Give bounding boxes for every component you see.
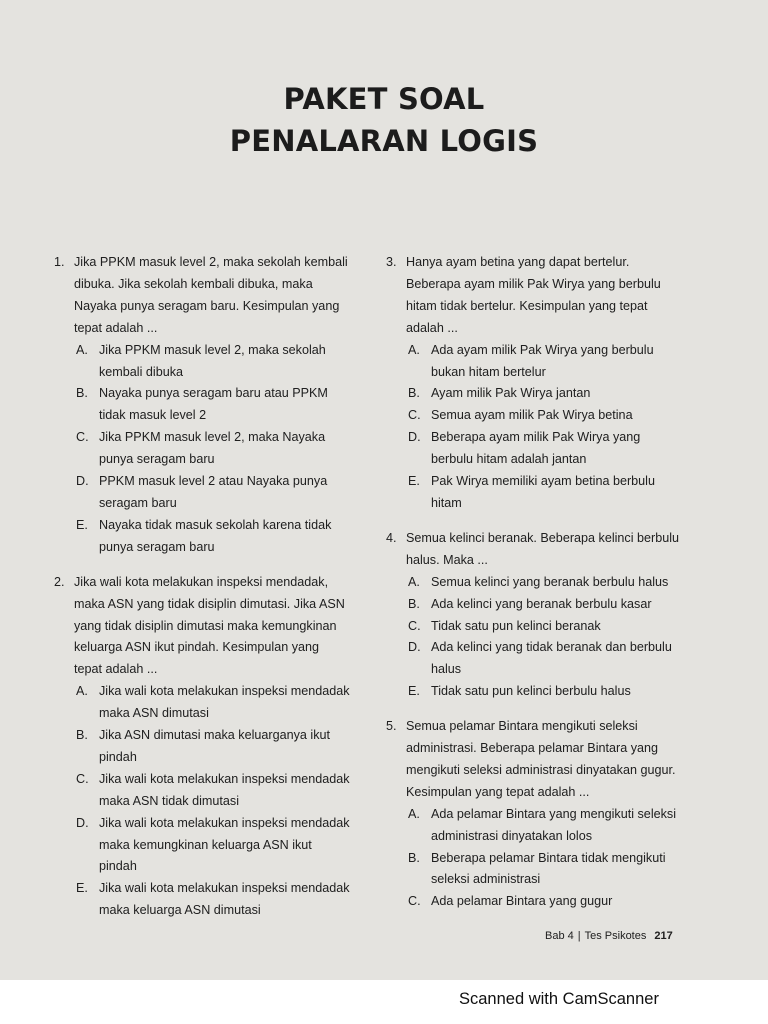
option-d	[74, 813, 350, 879]
option-text: Semua ayam milik Pak Wirya betina	[431, 408, 633, 423]
question-number: 5.	[386, 719, 397, 734]
option-d	[74, 471, 350, 515]
question-stem: Hanya ayam betina yang dapat bertelur. Beberapa ayam milik Pak Wirya yang berbulu hitam tidak bertelur. Kesimpulan yang tepat adalah ...	[406, 255, 661, 335]
option-letter: B.	[76, 728, 88, 743]
option-text: Ayam milik Pak Wirya jantan	[431, 386, 591, 401]
footer-separator: |	[577, 930, 581, 942]
page-title-line-2: PENALARAN LOGIS	[229, 124, 539, 158]
option-c	[406, 891, 682, 913]
option-letter: E.	[408, 474, 420, 489]
option-letter: D.	[408, 640, 421, 655]
option-text: PPKM masuk level 2 atau Nayaka punya seragam baru	[99, 474, 328, 510]
option-letter: B.	[408, 596, 420, 611]
question-number: 4.	[386, 530, 397, 545]
option-letter: D.	[76, 474, 89, 489]
option-a	[406, 804, 682, 848]
left-column	[54, 252, 350, 935]
page-title-line-1: PAKET SOAL	[283, 82, 485, 116]
option-letter: C.	[76, 771, 89, 786]
option-text: Ada ayam milik Pak Wirya yang berbulu bukan hitam bertelur	[431, 342, 654, 379]
option-a	[74, 340, 350, 384]
question-stem: Jika wali kota melakukan inspeksi mendadak, maka ASN yang tidak disiplin dimutasi. Jika ASN yang tidak disiplin dimutasi maka kemungkinan keluarga ASN ikut pindah. Kesimpulan yang tepat adalah ...	[74, 574, 345, 677]
question-stem: Jika PPKM masuk level 2, maka sekolah kembali dibuka. Jika sekolah kembali dibuka, maka Nayaka punya seragam baru. Kesimpulan yang tepat adalah ...	[74, 255, 348, 335]
option-a	[74, 681, 350, 725]
option-letter: E.	[76, 881, 88, 896]
option-d	[406, 637, 682, 681]
option-letter: C.	[76, 430, 89, 445]
option-text: Tidak satu pun kelinci beranak	[431, 618, 601, 633]
option-text: Ada pelamar Bintara yang gugur	[431, 894, 613, 909]
option-text: Jika ASN dimutasi maka keluarganya ikut pindah	[99, 728, 330, 764]
option-b	[74, 725, 350, 769]
option-letter: B.	[408, 386, 420, 401]
option-a	[406, 340, 682, 384]
option-b	[406, 848, 682, 892]
option-text: Jika PPKM masuk level 2, maka sekolah kembali dibuka	[99, 342, 326, 379]
option-c	[74, 427, 350, 471]
option-letter: E.	[76, 517, 88, 532]
option-letter: D.	[76, 815, 89, 830]
option-text: Beberapa pelamar Bintara tidak mengikuti seleksi administrasi	[431, 850, 666, 887]
option-text: Tidak satu pun kelinci berbulu halus	[431, 684, 631, 699]
question-1	[54, 252, 350, 559]
option-text: Ada kelinci yang beranak berbulu kasar	[431, 596, 652, 611]
option-letter: A.	[408, 342, 420, 357]
option-b	[406, 594, 682, 616]
option-letter: A.	[408, 806, 420, 821]
option-b	[74, 383, 350, 427]
option-text: Pak Wirya memiliki ayam betina berbulu hitam	[431, 474, 655, 510]
option-letter: D.	[408, 430, 421, 445]
option-text: Ada pelamar Bintara yang mengikuti seleksi administrasi dinyatakan lolos	[431, 806, 677, 843]
option-text: Semua kelinci yang beranak berbulu halus	[431, 574, 669, 589]
right-column	[386, 252, 682, 926]
option-b	[406, 383, 682, 405]
page-number: 217	[654, 930, 673, 942]
option-text: Nayaka tidak masuk sekolah karena tidak punya seragam baru	[99, 517, 332, 554]
question-number: 2.	[54, 574, 65, 589]
option-text: Beberapa ayam milik Pak Wirya yang berbulu hitam adalah jantan	[431, 430, 641, 467]
option-text: Jika wali kota melakukan inspeksi mendadak maka kemungkinan keluarga ASN ikut pindah	[99, 815, 350, 874]
option-a	[406, 572, 682, 594]
option-text: Ada kelinci yang tidak beranak dan berbulu halus	[431, 640, 672, 677]
question-number: 1.	[54, 255, 65, 269]
option-text: Jika wali kota melakukan inspeksi mendadak maka ASN dimutasi	[99, 684, 350, 721]
option-d	[406, 427, 682, 471]
question-4	[386, 528, 682, 703]
option-letter: B.	[408, 850, 420, 865]
option-text: Jika wali kota melakukan inspeksi mendadak maka ASN tidak dimutasi	[99, 771, 350, 808]
scanner-watermark: Scanned with CamScanner	[459, 990, 659, 1008]
option-letter: B.	[76, 386, 88, 401]
question-3	[386, 252, 682, 515]
question-stem: Semua pelamar Bintara mengikuti seleksi administrasi. Beberapa pelamar Bintara yang mengikuti seleksi administrasi dinyatakan gugur. Kesimpulan yang tepat adalah ...	[406, 719, 676, 799]
question-stem: Semua kelinci beranak. Beberapa kelinci berbulu halus. Maka ...	[406, 530, 680, 567]
page-footer	[545, 930, 673, 942]
question-5	[386, 716, 682, 913]
option-e	[406, 471, 682, 515]
option-e	[74, 878, 350, 922]
option-text: Jika wali kota melakukan inspeksi mendadak maka keluarga ASN dimutasi	[99, 881, 350, 918]
question-number: 3.	[386, 255, 397, 269]
option-text: Nayaka punya seragam baru atau PPKM tidak masuk level 2	[99, 386, 328, 423]
option-letter: C.	[408, 618, 421, 633]
chapter-label: Bab 4	[545, 930, 574, 942]
option-c	[406, 616, 682, 638]
option-text: Jika PPKM masuk level 2, maka Nayaka punya seragam baru	[99, 430, 326, 467]
option-e	[406, 681, 682, 703]
option-letter: A.	[408, 574, 420, 589]
option-letter: A.	[76, 684, 88, 699]
question-2	[54, 572, 350, 923]
option-e	[74, 515, 350, 559]
option-c	[406, 405, 682, 427]
option-letter: E.	[408, 684, 420, 699]
option-c	[74, 769, 350, 813]
section-label: Tes Psikotes	[584, 930, 647, 942]
option-letter: A.	[76, 342, 88, 357]
option-letter: C.	[408, 408, 421, 423]
option-letter: C.	[408, 894, 421, 909]
